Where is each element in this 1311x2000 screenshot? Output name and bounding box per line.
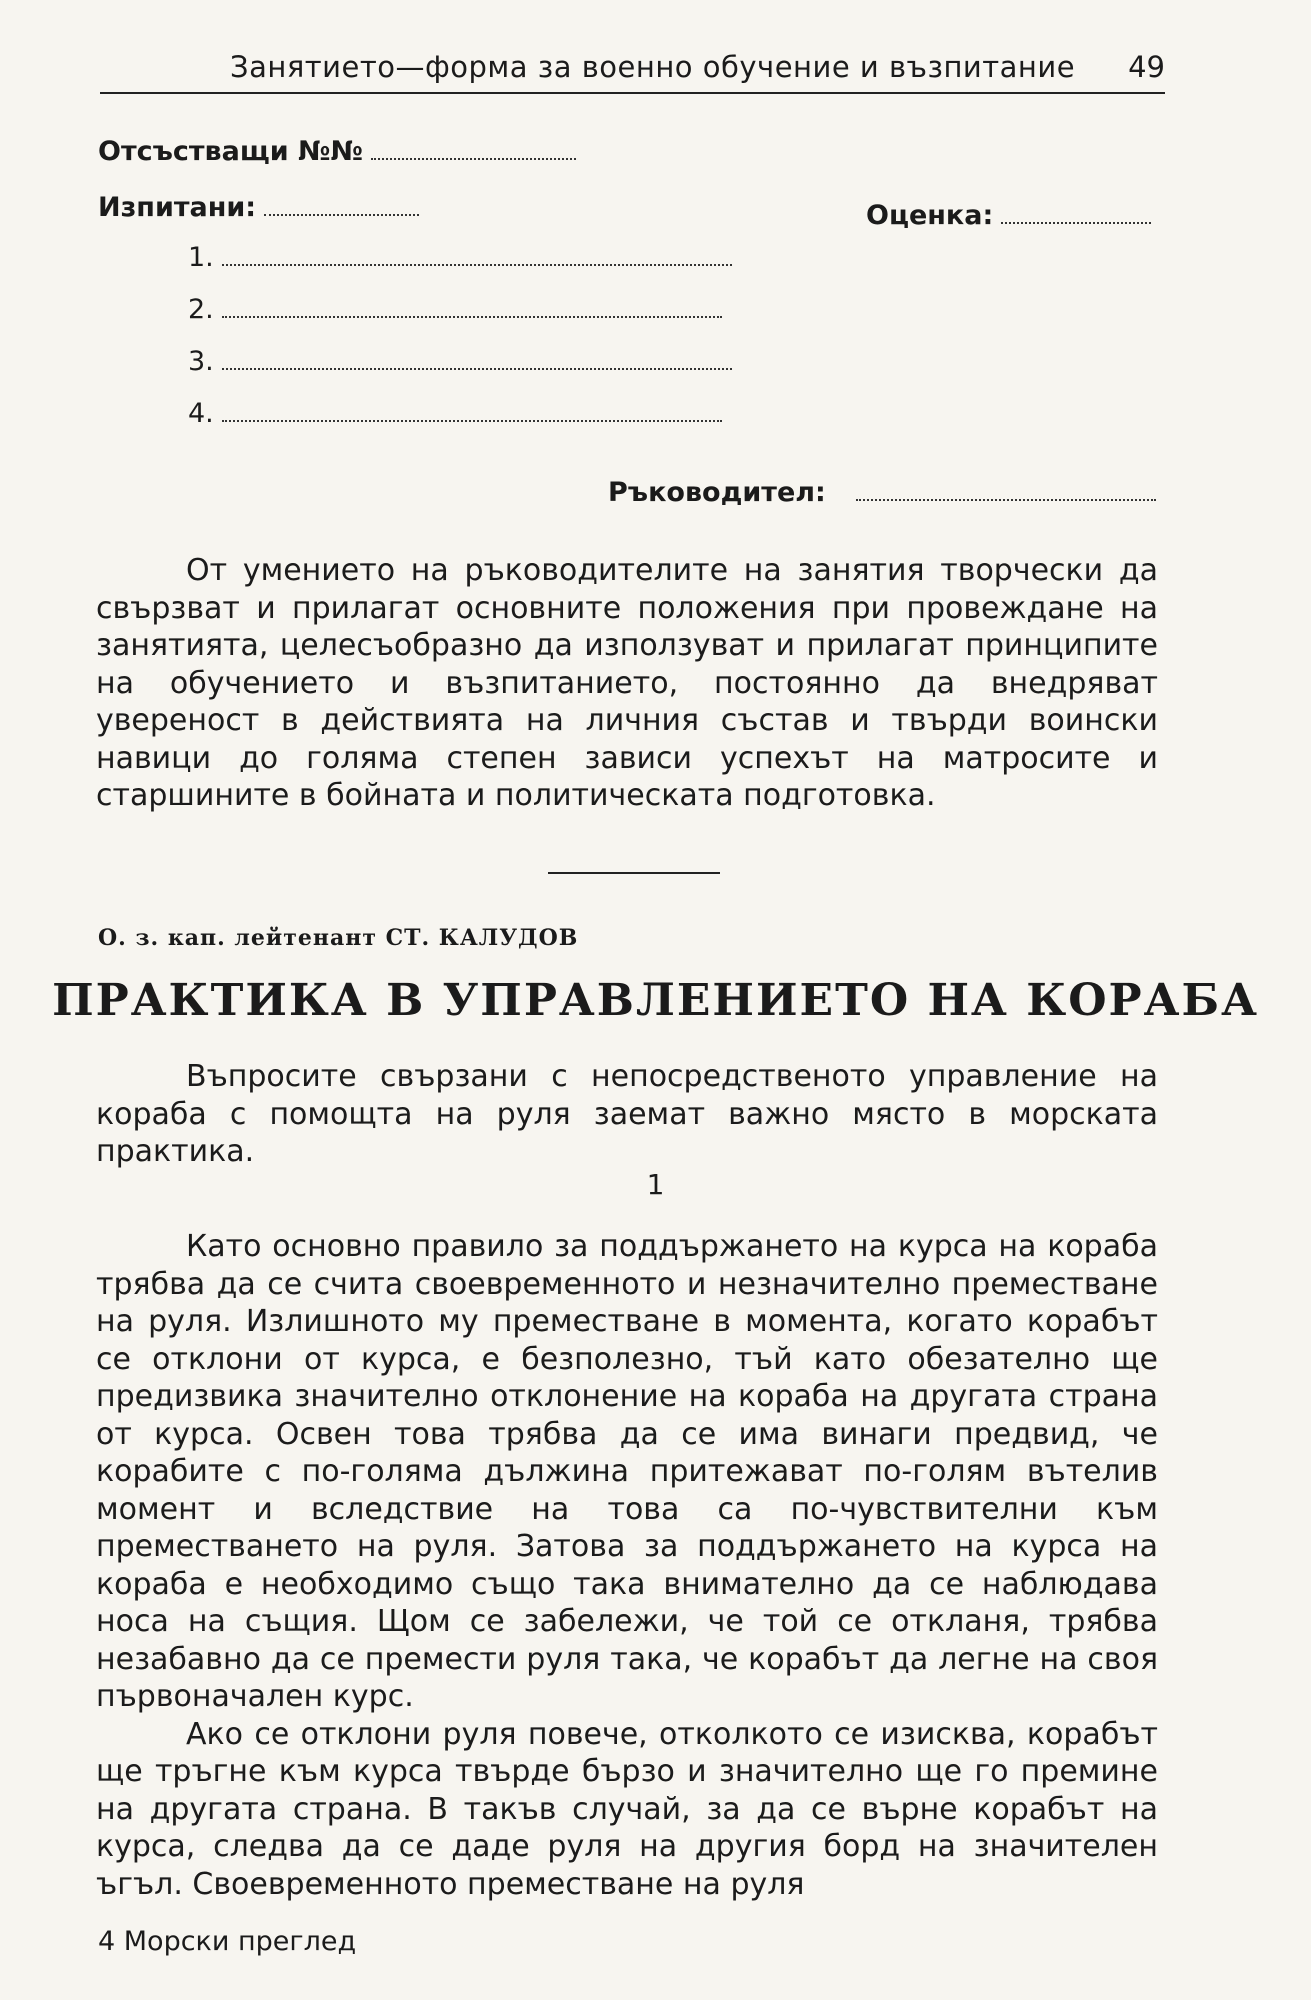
grade-label: Оценка:: [866, 200, 994, 231]
intro-paragraph-block: [96, 552, 1158, 815]
numbered-item: 1.: [188, 242, 732, 273]
lead-paragraph: Въпросите свързани с непосредственото управление на кораба с помощта на руля заемат важно място в морската практика.: [96, 1059, 1158, 1169]
article-author: О. з. кап. лейтенант СТ. КАЛУДОВ: [98, 925, 579, 951]
supervisor-label: Ръководител:: [608, 477, 826, 508]
examined-line: [98, 192, 419, 223]
page-footer-signature: 4 Морски преглед: [98, 1926, 357, 1957]
supervisor-blank: [856, 495, 1156, 501]
article-body: [96, 1228, 1158, 1903]
article-title: ПРАКТИКА В УПРАВЛЕНИЕТО НА КОРАБА: [52, 975, 1259, 1026]
page-number: 49: [1128, 50, 1165, 84]
numbered-item: 2.: [188, 294, 722, 325]
grade-blank: [1001, 218, 1151, 224]
intro-paragraph: От умението на ръководителите на занятия творчески да свързват и прилагат основните положения при провеждане на занятията, целесъобразно да използуват и прилагат принципите на обучението и възпитанието, постоянно да внедряват увереност в действията на личния състав и твърди воински навици до голяма степен зависи успехът на матросите и старшините в бойната и политическата подготовка.: [96, 553, 1158, 813]
grade-line: [866, 200, 1151, 231]
absent-label: Отсъстващи №№: [98, 136, 363, 167]
numbered-item: 4.: [188, 398, 722, 429]
lead-paragraph-block: [96, 1058, 1158, 1171]
body-paragraph: Като основно правило за поддържането на курса на кораба трябва да се счита своевременното и незначително преместване на руля. Излишното му преместване в момента, когато корабът се отклони от курса, е безполезно, тъй като обезателно ще предизвика значително отклонение на кораба на другата страна от курса. Освен това трябва да се има винаги предвид, че корабите с по-голяма дължина притежават по-голям вътелив момент и вследствие на това са по-чувствителни към преместването на руля. Затова за поддържането на курса на кораба е необходимо също така внимателно да се наблюдава носа на същия. Щом се забележи, че той се откланя, трябва незабавно да се премести руля така, че корабът да легне на своя първоначален курс.: [96, 1229, 1158, 1714]
supervisor-line: [608, 477, 1156, 508]
body-paragraph: Ако се отклони руля повече, отколкото се изисква, корабът ще тръгне към курса твърде бързо и значително ще го премине на другата страна. В такъв случай, за да се върне корабът на курса, следва да се даде руля на другия борд на значителен ъгъл. Своевременното преместване на руля: [96, 1716, 1158, 1902]
section-divider: [548, 872, 720, 874]
numbered-item: 3.: [188, 346, 732, 377]
running-header: [100, 44, 1165, 94]
examined-blank: [264, 210, 419, 216]
absent-line: [98, 136, 576, 167]
section-number: 1: [646, 1168, 665, 1201]
absent-blank: [371, 154, 576, 160]
examined-label: Изпитани:: [98, 192, 257, 223]
running-title: Занятието—форма за военно обучение и възпитание: [230, 50, 1076, 84]
